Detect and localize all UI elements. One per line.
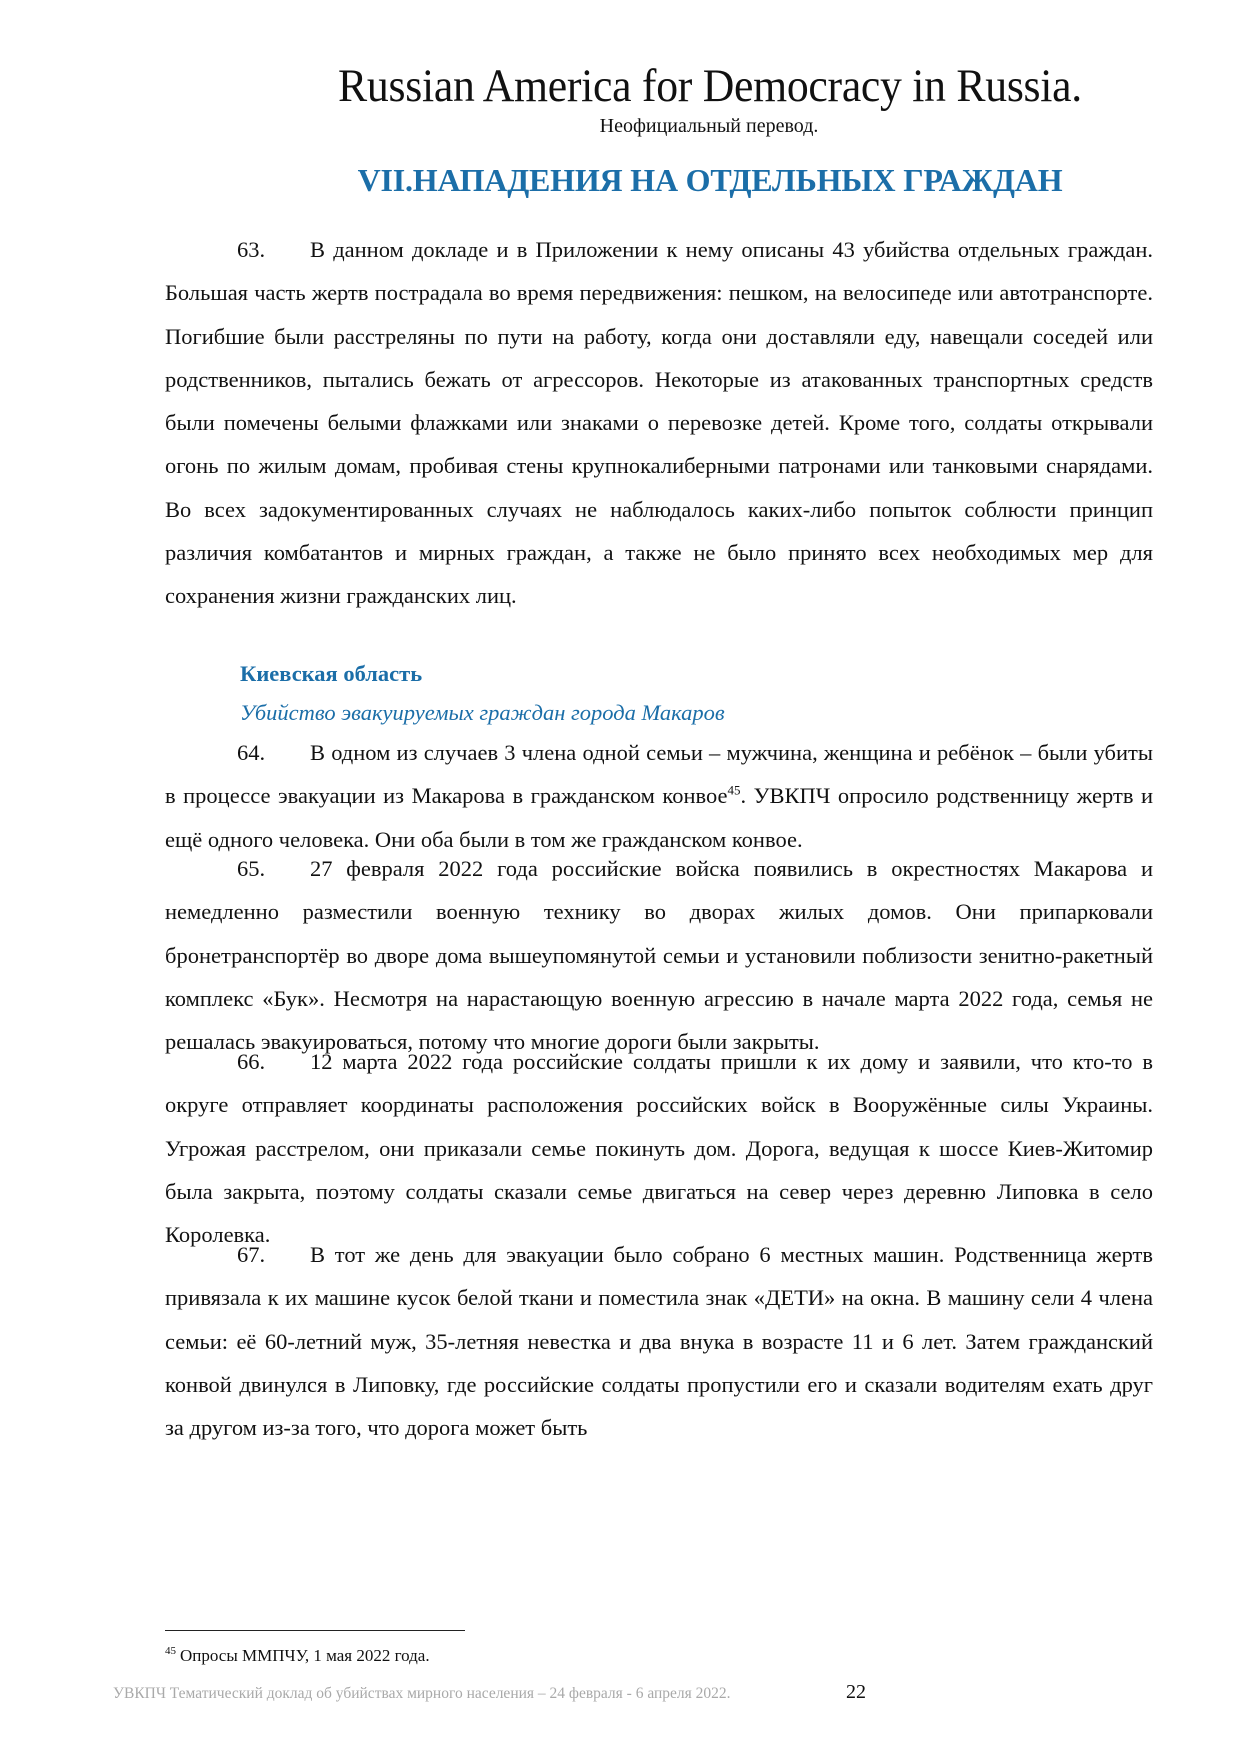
paragraph-63	[165, 228, 1153, 618]
paragraph-number: 66.	[237, 1049, 266, 1074]
paragraph-64	[165, 731, 1153, 861]
paragraph-text: В тот же день для эвакуации было собрано 6 местных машин. Родственница жертв привязала к их машине кусок белой ткани и поместила знак «ДЕТИ» на окна. В машину сели 4 члена семьи: её 60-летний муж, 35-летняя невестка и два внука в возрасте 11 и 6 лет. Затем гражданский конвой двинулся в Липовку, где российские солдаты пропустили его и сказали водителям ехать друг за другом из-за того, что дорога может быть	[165, 1242, 1153, 1441]
paragraph-65	[165, 847, 1153, 1063]
footnote-45	[165, 1645, 430, 1667]
banner-title: Russian America for Democracy in Russia.	[338, 60, 1082, 112]
paragraph-text-continued: . УВКПЧ опросило родственницу жертв и ещё одного человека. Они оба были в том же гражданском конвое.	[165, 783, 1154, 852]
banner-subtitle: Неофициальный перевод.	[599, 115, 819, 137]
footer-report-title: УВКПЧ Тематический доклад об убийствах мирного населения – 24 февраля - 6 апреля 2022.	[113, 1685, 731, 1702]
paragraph-67	[165, 1233, 1153, 1449]
paragraph-66	[165, 1040, 1153, 1256]
paragraph-text: В одном из случаев 3 члена одной семьи – мужчина, женщина и ребёнок – были убиты в процессе эвакуации из Макарова в гражданском конвое	[165, 740, 1153, 809]
paragraph-text: В данном докладе и в Приложении к нему описаны 43 убийства отдельных граждан. Большая часть жертв пострадала во время передвижения: пешком, на велосипеде или автотранспорте. Погибшие были расстреляны по пути на работу, когда они доставляли еду, навещали соседей или родственников, пытались бежать от агрессоров. Некоторые из атакованных транспортных средств были помечены белыми флажками или знаками о перевозке детей. Кроме того, солдаты открывали огонь по жилым домам, пробивая стены крупнокалиберными патронами или танковыми снарядами. Во всех задокументированных случаях не наблюдалось каких-либо попыток соблюсти принцип различия комбатантов и мирных граждан, а также не было принято всех необходимых мер для сохранения жизни гражданских лиц.	[165, 237, 1153, 609]
section-title: VII.НАПАДЕНИЯ НА ОТДЕЛЬНЫХ ГРАЖДАН	[357, 162, 1063, 198]
footnote-number: 45	[165, 1645, 176, 1658]
paragraph-text: 27 февраля 2022 года российские войска появились в окрестностях Макарова и немедленно разместили военную технику во дворах жилых домов. Они припарковали бронетранспортёр во дворе дома вышеупомянутой семьи и установили поблизости зенитно-ракетный комплекс «Бук». Несмотря на нарастающую военную агрессию в начале марта 2022 года, семья не решалась эвакуироваться, потому что многие дороги были закрыты.	[165, 856, 1153, 1055]
footnote-text: Опросы ММПЧУ, 1 мая 2022 года.	[180, 1646, 430, 1665]
page-number: 22	[846, 1681, 866, 1703]
paragraph-text: 12 марта 2022 года российские солдаты пришли к их дому и заявили, что кто-то в округе отправляет координаты расположения российских войск в Вооружённые силы Украины. Угрожая расстрелом, они приказали семье покинуть дом. Дорога, ведущая к шоссе Киев-Житомир была закрыта, поэтому солдаты сказали семье двигаться на север через деревню Липовка в село Королевка.	[165, 1049, 1153, 1248]
footnote-reference[interactable]: 45	[727, 782, 741, 798]
paragraph-number: 67.	[237, 1242, 266, 1267]
case-heading: Убийство эвакуируемых граждан города Макаров	[240, 700, 725, 725]
footnote-divider	[165, 1630, 465, 1631]
region-heading: Киевская область	[240, 661, 423, 686]
paragraph-number: 65.	[237, 856, 266, 881]
paragraph-number: 64.	[237, 740, 266, 765]
paragraph-number: 63.	[237, 237, 266, 262]
